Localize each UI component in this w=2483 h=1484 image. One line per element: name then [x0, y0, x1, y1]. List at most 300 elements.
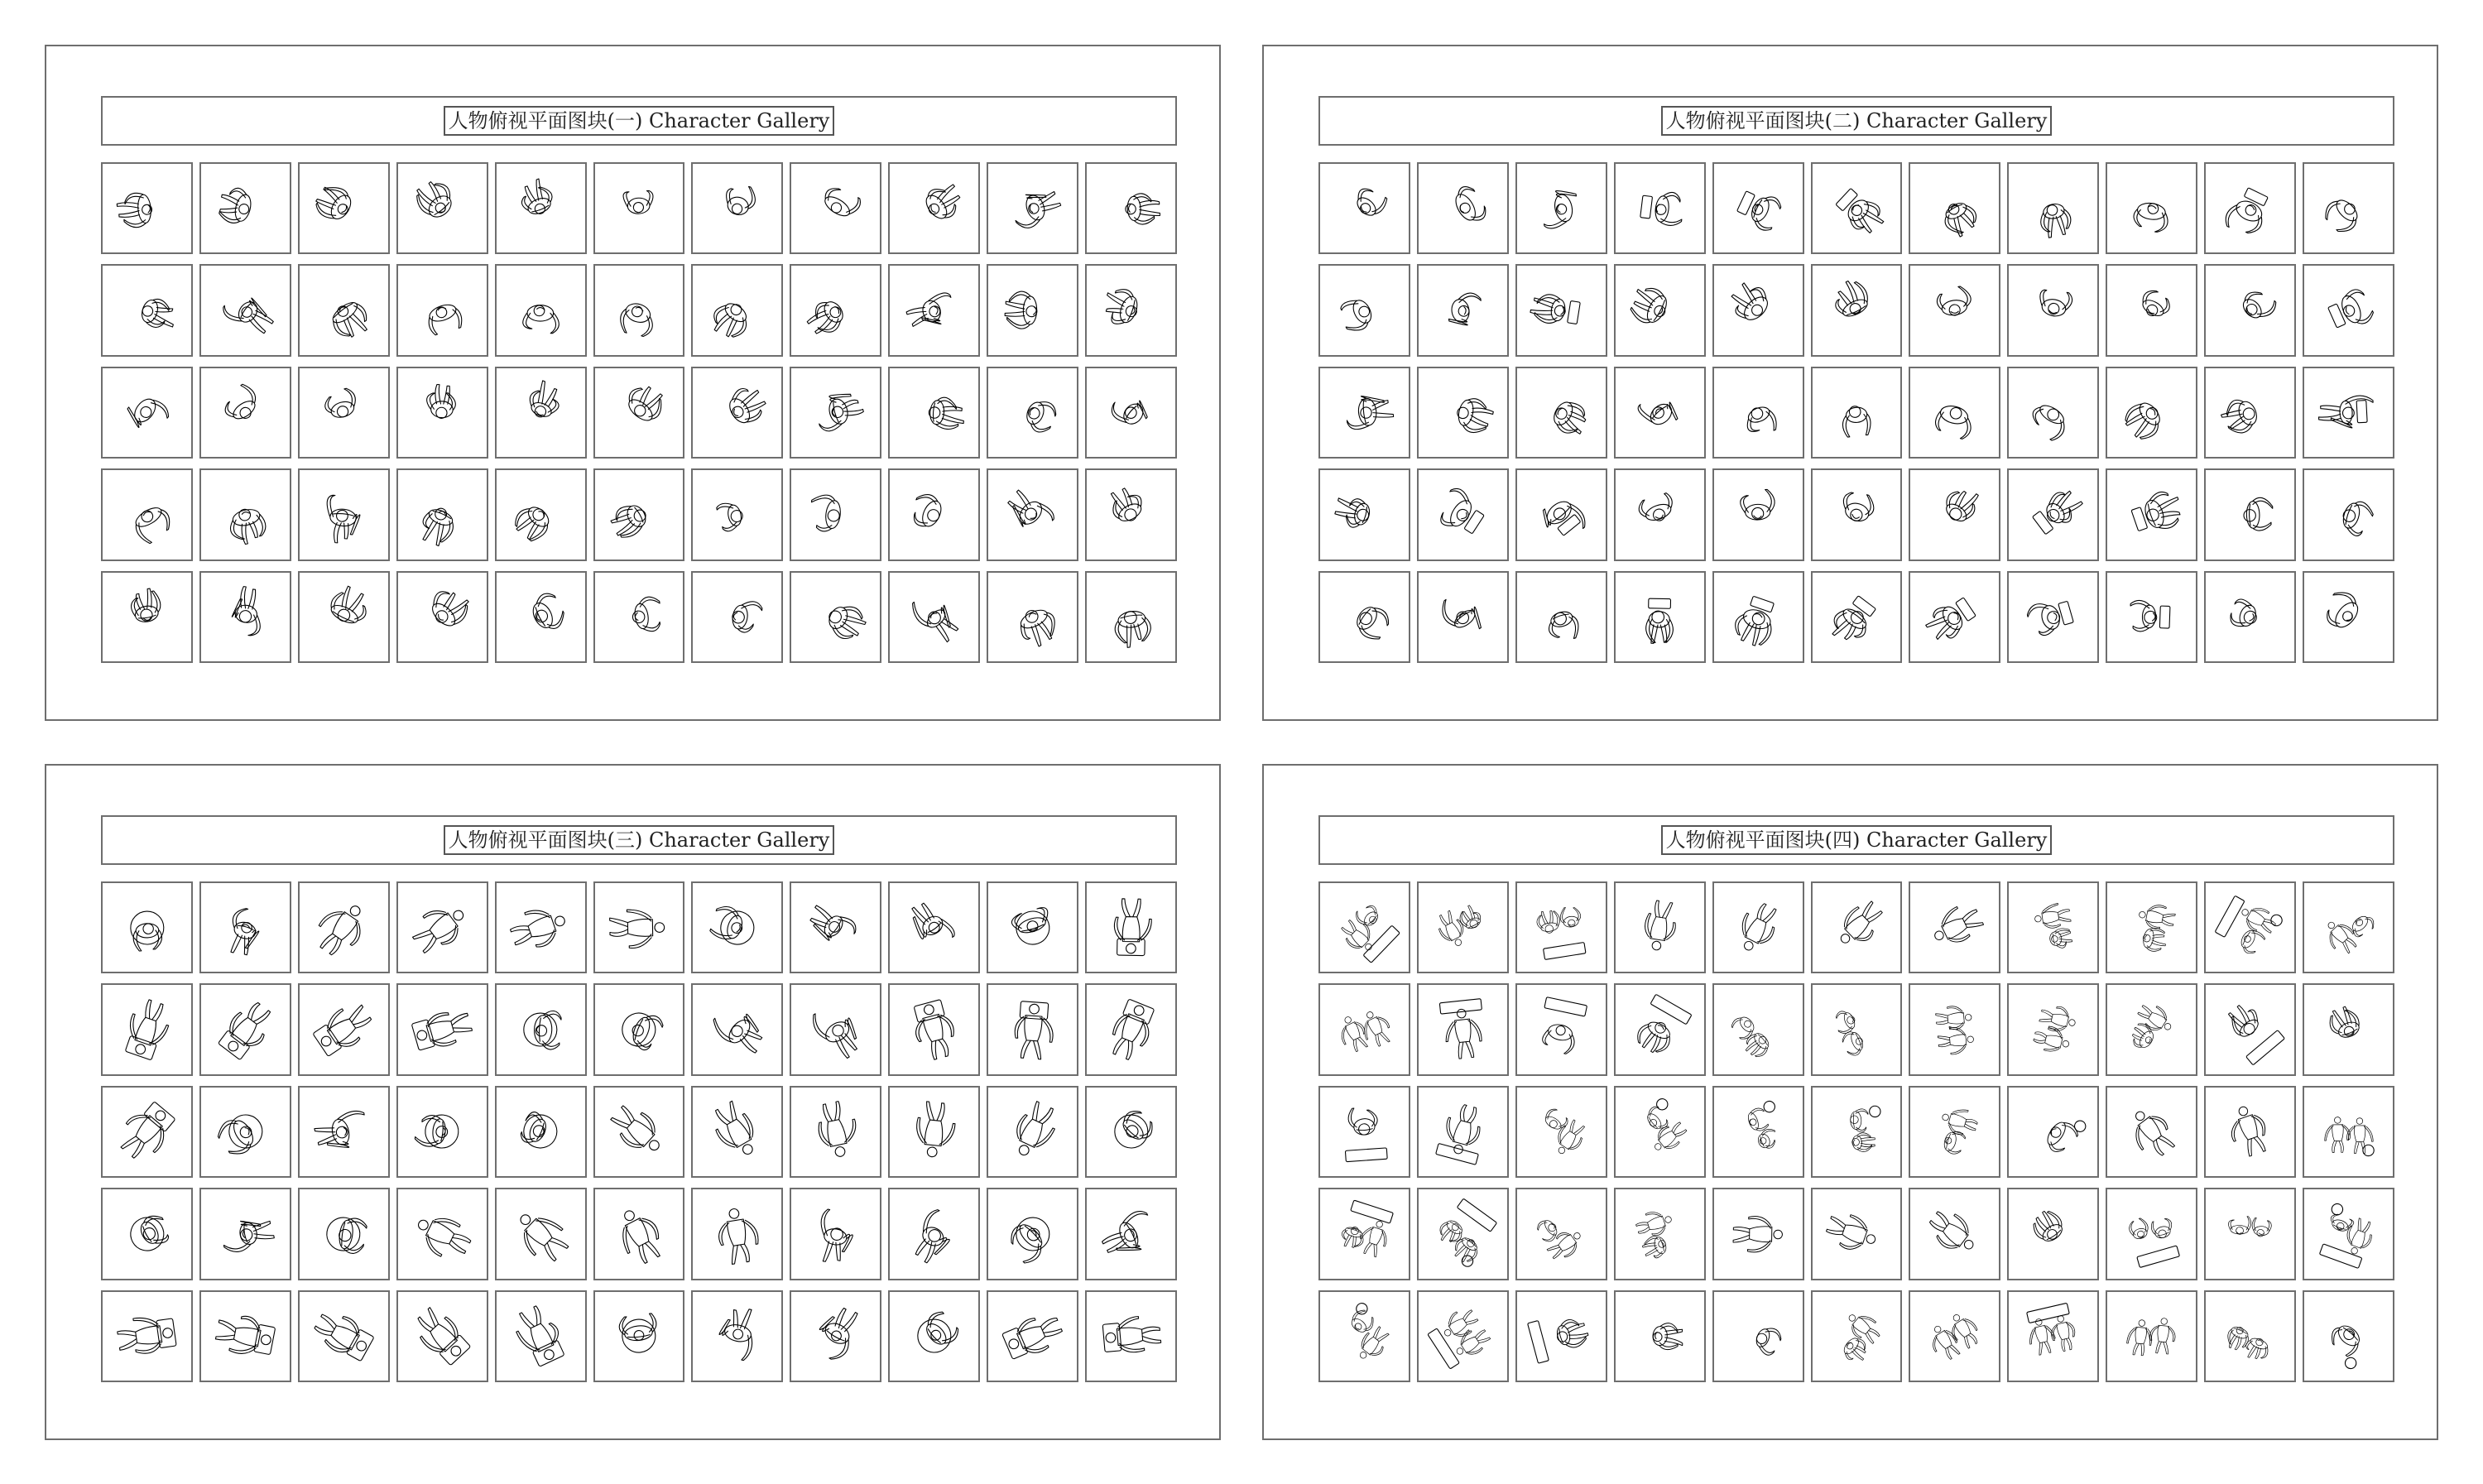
person-top-view-icon — [2313, 274, 2385, 347]
person-top-view-icon — [1328, 1095, 1401, 1168]
person-top-view-icon — [1095, 891, 1168, 964]
character-block — [2007, 162, 2099, 254]
person-top-view-icon — [2017, 580, 2090, 653]
person-top-view-icon — [307, 1198, 380, 1270]
person-top-view-icon — [1623, 580, 1696, 653]
character-block — [1417, 571, 1509, 663]
character-block — [2204, 1086, 2296, 1178]
character-block — [1515, 1086, 1607, 1178]
panel-title: 人物俯视平面图块(二) Character Gallery — [1661, 106, 2053, 136]
character-block — [1614, 571, 1706, 663]
character-block — [2007, 881, 2099, 973]
person-top-view-icon — [898, 1299, 971, 1372]
character-block — [1318, 571, 1410, 663]
person-top-view-icon — [1722, 172, 1794, 245]
character-block — [691, 1086, 783, 1178]
character-block — [593, 264, 685, 356]
character-block — [790, 264, 881, 356]
person-top-view-icon — [111, 1299, 184, 1372]
character-block — [1811, 881, 1903, 973]
gallery-panel-3 — [45, 764, 1221, 1440]
character-block — [199, 1188, 291, 1280]
person-top-view-icon — [1919, 274, 1991, 347]
character-block — [1712, 571, 1804, 663]
character-block — [790, 1086, 881, 1178]
character-block — [495, 1188, 587, 1280]
person-top-view-icon — [800, 376, 872, 449]
person-top-view-icon — [111, 172, 184, 245]
character-block — [101, 983, 193, 1075]
character-block — [1515, 468, 1607, 560]
person-top-view-icon — [2214, 1198, 2287, 1270]
character-block — [888, 1290, 980, 1382]
person-top-view-icon — [1427, 993, 1500, 1066]
person-top-view-icon — [898, 274, 971, 347]
person-top-view-icon — [701, 1095, 774, 1168]
character-block — [2106, 264, 2197, 356]
character-block — [495, 468, 587, 560]
person-top-view-icon — [209, 172, 282, 245]
gallery-panel-1 — [45, 45, 1221, 721]
person-top-view-icon — [800, 478, 872, 551]
character-block — [593, 468, 685, 560]
person-top-view-icon — [1919, 891, 1991, 964]
person-top-view-icon — [2017, 274, 2090, 347]
person-top-view-icon — [1095, 580, 1168, 653]
person-top-view-icon — [504, 1299, 577, 1372]
character-block — [1085, 1290, 1177, 1382]
person-top-view-icon — [406, 376, 478, 449]
person-top-view-icon — [1820, 172, 1893, 245]
person-top-view-icon — [2214, 1299, 2287, 1372]
character-block — [495, 881, 587, 973]
character-block — [495, 983, 587, 1075]
person-top-view-icon — [307, 172, 380, 245]
person-top-view-icon — [1328, 891, 1401, 964]
person-top-view-icon — [1525, 891, 1597, 964]
character-block — [101, 1188, 193, 1280]
character-block — [987, 1086, 1078, 1178]
character-block — [2007, 571, 2099, 663]
person-top-view-icon — [1820, 1198, 1893, 1270]
person-top-view-icon — [1623, 993, 1696, 1066]
character-block — [1515, 367, 1607, 459]
person-top-view-icon — [997, 891, 1069, 964]
character-block — [1318, 1290, 1410, 1382]
person-top-view-icon — [2214, 274, 2287, 347]
character-block — [1318, 881, 1410, 973]
character-block — [1318, 162, 1410, 254]
person-top-view-icon — [406, 891, 478, 964]
character-block — [987, 1290, 1078, 1382]
character-block — [199, 881, 291, 973]
character-block — [691, 367, 783, 459]
character-block — [298, 468, 390, 560]
person-top-view-icon — [504, 580, 577, 653]
character-block — [1811, 571, 1903, 663]
person-top-view-icon — [1722, 993, 1794, 1066]
person-top-view-icon — [603, 274, 675, 347]
character-block — [1811, 264, 1903, 356]
person-top-view-icon — [898, 376, 971, 449]
character-block — [199, 1086, 291, 1178]
character-block — [888, 264, 980, 356]
character-block — [298, 1188, 390, 1280]
character-block — [1614, 881, 1706, 973]
person-top-view-icon — [504, 993, 577, 1066]
person-top-view-icon — [898, 1198, 971, 1270]
person-top-view-icon — [2313, 993, 2385, 1066]
character-block — [790, 162, 881, 254]
character-block — [593, 571, 685, 663]
character-block — [495, 571, 587, 663]
character-block — [1712, 264, 1804, 356]
person-top-view-icon — [307, 891, 380, 964]
person-top-view-icon — [307, 478, 380, 551]
person-top-view-icon — [701, 1299, 774, 1372]
character-block — [2007, 1086, 2099, 1178]
person-top-view-icon — [1095, 1198, 1168, 1270]
person-top-view-icon — [2116, 376, 2188, 449]
character-block — [2106, 881, 2197, 973]
person-top-view-icon — [1722, 580, 1794, 653]
character-grid — [101, 881, 1177, 1382]
person-top-view-icon — [701, 891, 774, 964]
person-top-view-icon — [406, 172, 478, 245]
character-block — [1318, 264, 1410, 356]
person-top-view-icon — [504, 172, 577, 245]
gallery-panel-2 — [1262, 45, 2438, 721]
character-block — [1712, 162, 1804, 254]
character-block — [1909, 162, 2000, 254]
character-block — [396, 162, 488, 254]
person-top-view-icon — [1525, 580, 1597, 653]
character-block — [593, 367, 685, 459]
character-block — [1811, 983, 1903, 1075]
person-top-view-icon — [2017, 993, 2090, 1066]
character-block — [2204, 881, 2296, 973]
character-block — [1614, 468, 1706, 560]
character-block — [2106, 571, 2197, 663]
character-block — [1417, 468, 1509, 560]
person-top-view-icon — [1820, 1299, 1893, 1372]
person-top-view-icon — [1820, 1095, 1893, 1168]
character-block — [593, 881, 685, 973]
character-block — [1909, 1086, 2000, 1178]
person-top-view-icon — [504, 1198, 577, 1270]
person-top-view-icon — [406, 274, 478, 347]
character-block — [101, 264, 193, 356]
character-block — [2007, 367, 2099, 459]
person-top-view-icon — [504, 891, 577, 964]
character-block — [298, 881, 390, 973]
person-top-view-icon — [701, 172, 774, 245]
person-top-view-icon — [504, 478, 577, 551]
character-block — [101, 1290, 193, 1382]
person-top-view-icon — [2313, 172, 2385, 245]
character-block — [987, 983, 1078, 1075]
character-block — [2303, 1290, 2394, 1382]
person-top-view-icon — [2116, 172, 2188, 245]
character-block — [2106, 1290, 2197, 1382]
person-top-view-icon — [1525, 1299, 1597, 1372]
character-grid — [101, 162, 1177, 663]
person-top-view-icon — [1820, 376, 1893, 449]
character-block — [2106, 983, 2197, 1075]
character-block — [888, 367, 980, 459]
person-top-view-icon — [1623, 1095, 1696, 1168]
person-top-view-icon — [1722, 1299, 1794, 1372]
character-block — [987, 264, 1078, 356]
character-block — [1417, 1188, 1509, 1280]
person-top-view-icon — [2214, 891, 2287, 964]
person-top-view-icon — [504, 376, 577, 449]
person-top-view-icon — [1328, 274, 1401, 347]
person-top-view-icon — [209, 1198, 282, 1270]
character-block — [1909, 367, 2000, 459]
character-block — [396, 1086, 488, 1178]
character-block — [495, 264, 587, 356]
character-block — [396, 1188, 488, 1280]
character-block — [888, 571, 980, 663]
character-block — [199, 367, 291, 459]
character-block — [888, 983, 980, 1075]
character-block — [101, 881, 193, 973]
person-top-view-icon — [2017, 1198, 2090, 1270]
character-block — [691, 1188, 783, 1280]
person-top-view-icon — [1820, 274, 1893, 347]
person-top-view-icon — [1820, 993, 1893, 1066]
person-top-view-icon — [406, 1095, 478, 1168]
person-top-view-icon — [2313, 478, 2385, 551]
person-top-view-icon — [2116, 1299, 2188, 1372]
person-top-view-icon — [800, 993, 872, 1066]
character-block — [298, 983, 390, 1075]
person-top-view-icon — [1722, 478, 1794, 551]
character-block — [1909, 264, 2000, 356]
person-top-view-icon — [209, 376, 282, 449]
person-top-view-icon — [800, 1299, 872, 1372]
character-block — [1515, 162, 1607, 254]
character-block — [888, 468, 980, 560]
person-top-view-icon — [2116, 1095, 2188, 1168]
character-block — [691, 983, 783, 1075]
character-block — [2303, 468, 2394, 560]
character-block — [790, 571, 881, 663]
character-block — [1085, 264, 1177, 356]
character-block — [298, 1086, 390, 1178]
character-block — [1909, 983, 2000, 1075]
person-top-view-icon — [2214, 580, 2287, 653]
person-top-view-icon — [603, 891, 675, 964]
character-block — [1515, 1290, 1607, 1382]
person-top-view-icon — [1525, 172, 1597, 245]
character-block — [1318, 1086, 1410, 1178]
character-block — [1417, 881, 1509, 973]
character-block — [1417, 983, 1509, 1075]
person-top-view-icon — [603, 1198, 675, 1270]
person-top-view-icon — [1820, 580, 1893, 653]
person-top-view-icon — [2116, 274, 2188, 347]
person-top-view-icon — [898, 891, 971, 964]
person-top-view-icon — [701, 993, 774, 1066]
person-top-view-icon — [603, 172, 675, 245]
person-top-view-icon — [2214, 993, 2287, 1066]
person-top-view-icon — [1525, 1198, 1597, 1270]
character-block — [1712, 367, 1804, 459]
character-block — [2007, 1188, 2099, 1280]
character-block — [101, 1086, 193, 1178]
person-top-view-icon — [2214, 172, 2287, 245]
character-block — [1614, 264, 1706, 356]
character-block — [2007, 264, 2099, 356]
character-block — [1417, 264, 1509, 356]
character-block — [2007, 983, 2099, 1075]
person-top-view-icon — [898, 172, 971, 245]
character-block — [888, 1188, 980, 1280]
character-block — [1712, 468, 1804, 560]
character-block — [2303, 983, 2394, 1075]
character-block — [1085, 983, 1177, 1075]
character-block — [593, 1188, 685, 1280]
person-top-view-icon — [111, 274, 184, 347]
character-block — [593, 1086, 685, 1178]
character-block — [593, 162, 685, 254]
person-top-view-icon — [1427, 376, 1500, 449]
character-block — [1417, 367, 1509, 459]
person-top-view-icon — [2116, 1198, 2188, 1270]
character-block — [987, 468, 1078, 560]
character-block — [2204, 264, 2296, 356]
person-top-view-icon — [307, 1095, 380, 1168]
person-top-view-icon — [1328, 376, 1401, 449]
person-top-view-icon — [1919, 993, 1991, 1066]
character-block — [593, 1290, 685, 1382]
person-top-view-icon — [800, 1198, 872, 1270]
character-block — [2204, 367, 2296, 459]
person-top-view-icon — [1820, 478, 1893, 551]
panel-title: 人物俯视平面图块(三) Character Gallery — [444, 825, 835, 855]
person-top-view-icon — [800, 891, 872, 964]
gallery-panel-4 — [1262, 764, 2438, 1440]
character-block — [1811, 1188, 1903, 1280]
person-top-view-icon — [1427, 172, 1500, 245]
character-block — [1712, 1188, 1804, 1280]
person-top-view-icon — [1095, 376, 1168, 449]
character-block — [396, 881, 488, 973]
person-top-view-icon — [2313, 891, 2385, 964]
character-block — [2303, 881, 2394, 973]
person-top-view-icon — [1919, 1198, 1991, 1270]
character-block — [790, 1188, 881, 1280]
person-top-view-icon — [1525, 993, 1597, 1066]
person-top-view-icon — [1095, 172, 1168, 245]
person-top-view-icon — [1095, 993, 1168, 1066]
person-top-view-icon — [209, 891, 282, 964]
person-top-view-icon — [111, 993, 184, 1066]
person-top-view-icon — [997, 1198, 1069, 1270]
character-block — [396, 1290, 488, 1382]
character-block — [1085, 571, 1177, 663]
person-top-view-icon — [406, 993, 478, 1066]
person-top-view-icon — [209, 1095, 282, 1168]
person-top-view-icon — [603, 1095, 675, 1168]
character-block — [199, 1290, 291, 1382]
character-block — [101, 571, 193, 663]
character-block — [987, 1188, 1078, 1280]
person-top-view-icon — [307, 580, 380, 653]
character-block — [2204, 468, 2296, 560]
person-top-view-icon — [406, 478, 478, 551]
panel-title: 人物俯视平面图块(四) Character Gallery — [1661, 825, 2053, 855]
character-block — [1712, 881, 1804, 973]
person-top-view-icon — [1525, 274, 1597, 347]
character-block — [1909, 571, 2000, 663]
character-block — [199, 162, 291, 254]
character-block — [1811, 162, 1903, 254]
person-top-view-icon — [504, 274, 577, 347]
person-top-view-icon — [800, 580, 872, 653]
character-block — [1515, 264, 1607, 356]
person-top-view-icon — [307, 993, 380, 1066]
character-block — [2204, 571, 2296, 663]
person-top-view-icon — [701, 478, 774, 551]
person-top-view-icon — [209, 1299, 282, 1372]
character-block — [1318, 983, 1410, 1075]
person-top-view-icon — [2214, 1095, 2287, 1168]
person-top-view-icon — [997, 993, 1069, 1066]
person-top-view-icon — [1427, 1095, 1500, 1168]
character-block — [2007, 468, 2099, 560]
character-block — [1909, 1290, 2000, 1382]
person-top-view-icon — [209, 478, 282, 551]
person-top-view-icon — [1623, 478, 1696, 551]
character-block — [790, 468, 881, 560]
character-block — [888, 881, 980, 973]
person-top-view-icon — [1820, 891, 1893, 964]
character-block — [1417, 1290, 1509, 1382]
character-block — [1811, 1290, 1903, 1382]
person-top-view-icon — [307, 376, 380, 449]
person-top-view-icon — [1525, 376, 1597, 449]
person-top-view-icon — [2313, 1299, 2385, 1372]
person-top-view-icon — [997, 478, 1069, 551]
person-top-view-icon — [997, 376, 1069, 449]
person-top-view-icon — [2017, 891, 2090, 964]
character-block — [2303, 1086, 2394, 1178]
character-block — [396, 571, 488, 663]
character-block — [101, 162, 193, 254]
character-block — [1614, 1188, 1706, 1280]
character-block — [199, 571, 291, 663]
character-block — [987, 881, 1078, 973]
person-top-view-icon — [1623, 1299, 1696, 1372]
character-block — [1712, 1290, 1804, 1382]
person-top-view-icon — [1623, 274, 1696, 347]
character-block — [790, 367, 881, 459]
person-top-view-icon — [701, 1198, 774, 1270]
character-block — [2303, 162, 2394, 254]
panel-title-bar — [101, 96, 1177, 146]
character-block — [987, 162, 1078, 254]
character-block — [1811, 468, 1903, 560]
character-block — [1712, 1086, 1804, 1178]
character-block — [1515, 571, 1607, 663]
person-top-view-icon — [603, 1299, 675, 1372]
person-top-view-icon — [2116, 993, 2188, 1066]
person-top-view-icon — [603, 478, 675, 551]
person-top-view-icon — [111, 1198, 184, 1270]
